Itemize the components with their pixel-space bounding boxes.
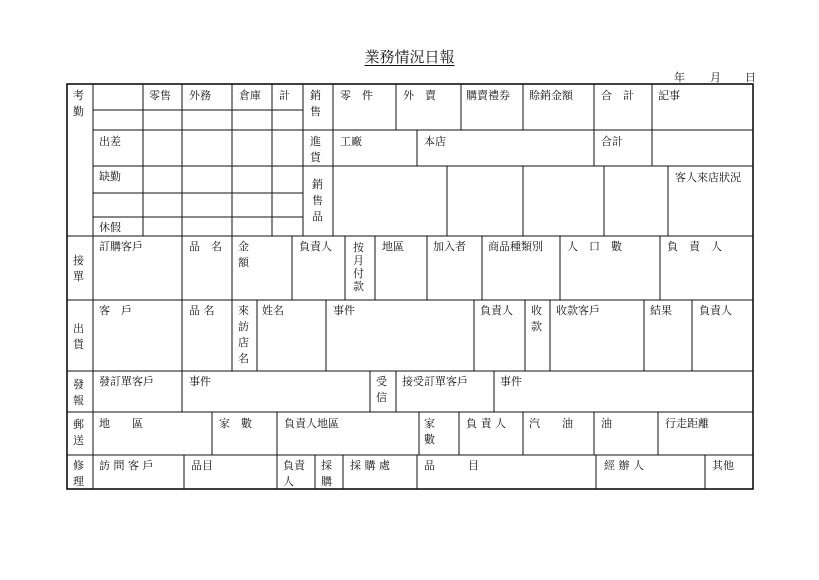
sales-parts: 零 件: [340, 89, 373, 102]
repair-item: 品目: [191, 459, 213, 472]
orders-amount: 金額: [238, 240, 249, 269]
sales-sum: 合 計: [601, 89, 634, 102]
section-repair: 修理: [73, 459, 84, 488]
section-reports: 發報: [73, 378, 84, 407]
shipping-customer: 客 戶: [99, 304, 132, 317]
shipping-collect: 收款: [531, 304, 542, 333]
orders-member: 加入者: [433, 240, 466, 253]
repair-visit-customer: 訪 問 客 戶: [99, 459, 154, 472]
repair-goods: 品 目: [424, 459, 479, 472]
section-mail: 郵送: [73, 418, 84, 447]
repair-handler: 經 辦 人: [604, 459, 644, 472]
form-title: 業務情況日報: [364, 48, 455, 66]
attendance-warehouse: 倉庫: [239, 89, 261, 102]
mail-region: 地 區: [99, 417, 143, 430]
attendance-leave: 休假: [99, 221, 121, 234]
reports-received-customer: 接受訂單客戶: [402, 375, 468, 388]
orders-owner: 負 責 人: [667, 240, 722, 253]
incoming-section: 進貨: [310, 135, 321, 164]
shipping-item: 品 名: [189, 304, 215, 317]
orders-installment: 按月付款: [353, 241, 364, 293]
sales-credit: 賒銷金額: [529, 89, 573, 102]
orders-region: 地區: [382, 240, 404, 253]
orders-population: 人 口 數: [567, 240, 622, 253]
shipping-visit: 來訪店名: [238, 304, 249, 365]
mail-manager: 負 責 人: [466, 417, 506, 430]
section-attendance: 考勤: [73, 89, 84, 118]
shipping-owner: 負責人: [699, 304, 732, 317]
reports-event: 事件: [189, 375, 211, 388]
incoming-factory: 工廠: [340, 135, 362, 148]
mail-oil: 油: [601, 417, 612, 430]
sales-voucher: 購賣禮券: [466, 89, 510, 102]
mail-houses2: 家數: [424, 417, 435, 446]
reports-received: 受信: [376, 375, 387, 404]
attendance-business-trip: 出差: [99, 135, 121, 148]
table-border: [67, 84, 753, 489]
shipping-name: 姓名: [262, 304, 284, 317]
reports-order-customer: 發訂單客戶: [99, 375, 154, 388]
mail-houses: 家 數: [219, 417, 252, 430]
attendance-total: 計: [279, 89, 290, 102]
section-orders: 接單: [73, 254, 84, 283]
repair-manager: 負責人: [283, 459, 305, 488]
shipping-manager: 負責人: [480, 304, 513, 317]
repair-purchase: 採購: [321, 459, 332, 488]
attendance-field: 外務: [189, 89, 211, 102]
orders-item: 品 名: [189, 240, 222, 253]
products-section: 銷售品: [312, 178, 323, 223]
sales-notes: 記事: [658, 89, 680, 102]
orders-manager: 負責人: [299, 240, 332, 253]
section-shipping: 出貨: [73, 322, 84, 351]
incoming-sum: 合計: [601, 135, 623, 148]
attendance-retail: 零售: [149, 89, 171, 102]
repair-purchase-place: 採 購 處: [350, 459, 390, 472]
mail-distance: 行走距離: [665, 417, 709, 430]
reports-event2: 事件: [500, 375, 522, 388]
shipping-result: 結果: [650, 304, 672, 317]
orders-category: 商品種類別: [488, 240, 543, 253]
incoming-head-office: 本店: [424, 135, 446, 148]
orders-customer: 訂購客戶: [99, 240, 143, 253]
repair-other: 其他: [712, 459, 734, 472]
shipping-collect-customer: 收款客戶: [556, 304, 600, 317]
shipping-event: 事件: [333, 304, 355, 317]
sales-section: 銷售: [310, 89, 321, 118]
date-day: 日: [745, 71, 756, 84]
sales-outside: 外 賣: [403, 89, 436, 102]
mail-manager-region: 負責人地區: [284, 417, 339, 430]
date-month: 月: [710, 71, 721, 84]
attendance-absence: 缺勤: [99, 170, 121, 183]
mail-gasoline: 汽 油: [529, 417, 573, 430]
date-year: 年: [674, 71, 685, 84]
products-visitors: 客人來店狀況: [675, 171, 741, 184]
